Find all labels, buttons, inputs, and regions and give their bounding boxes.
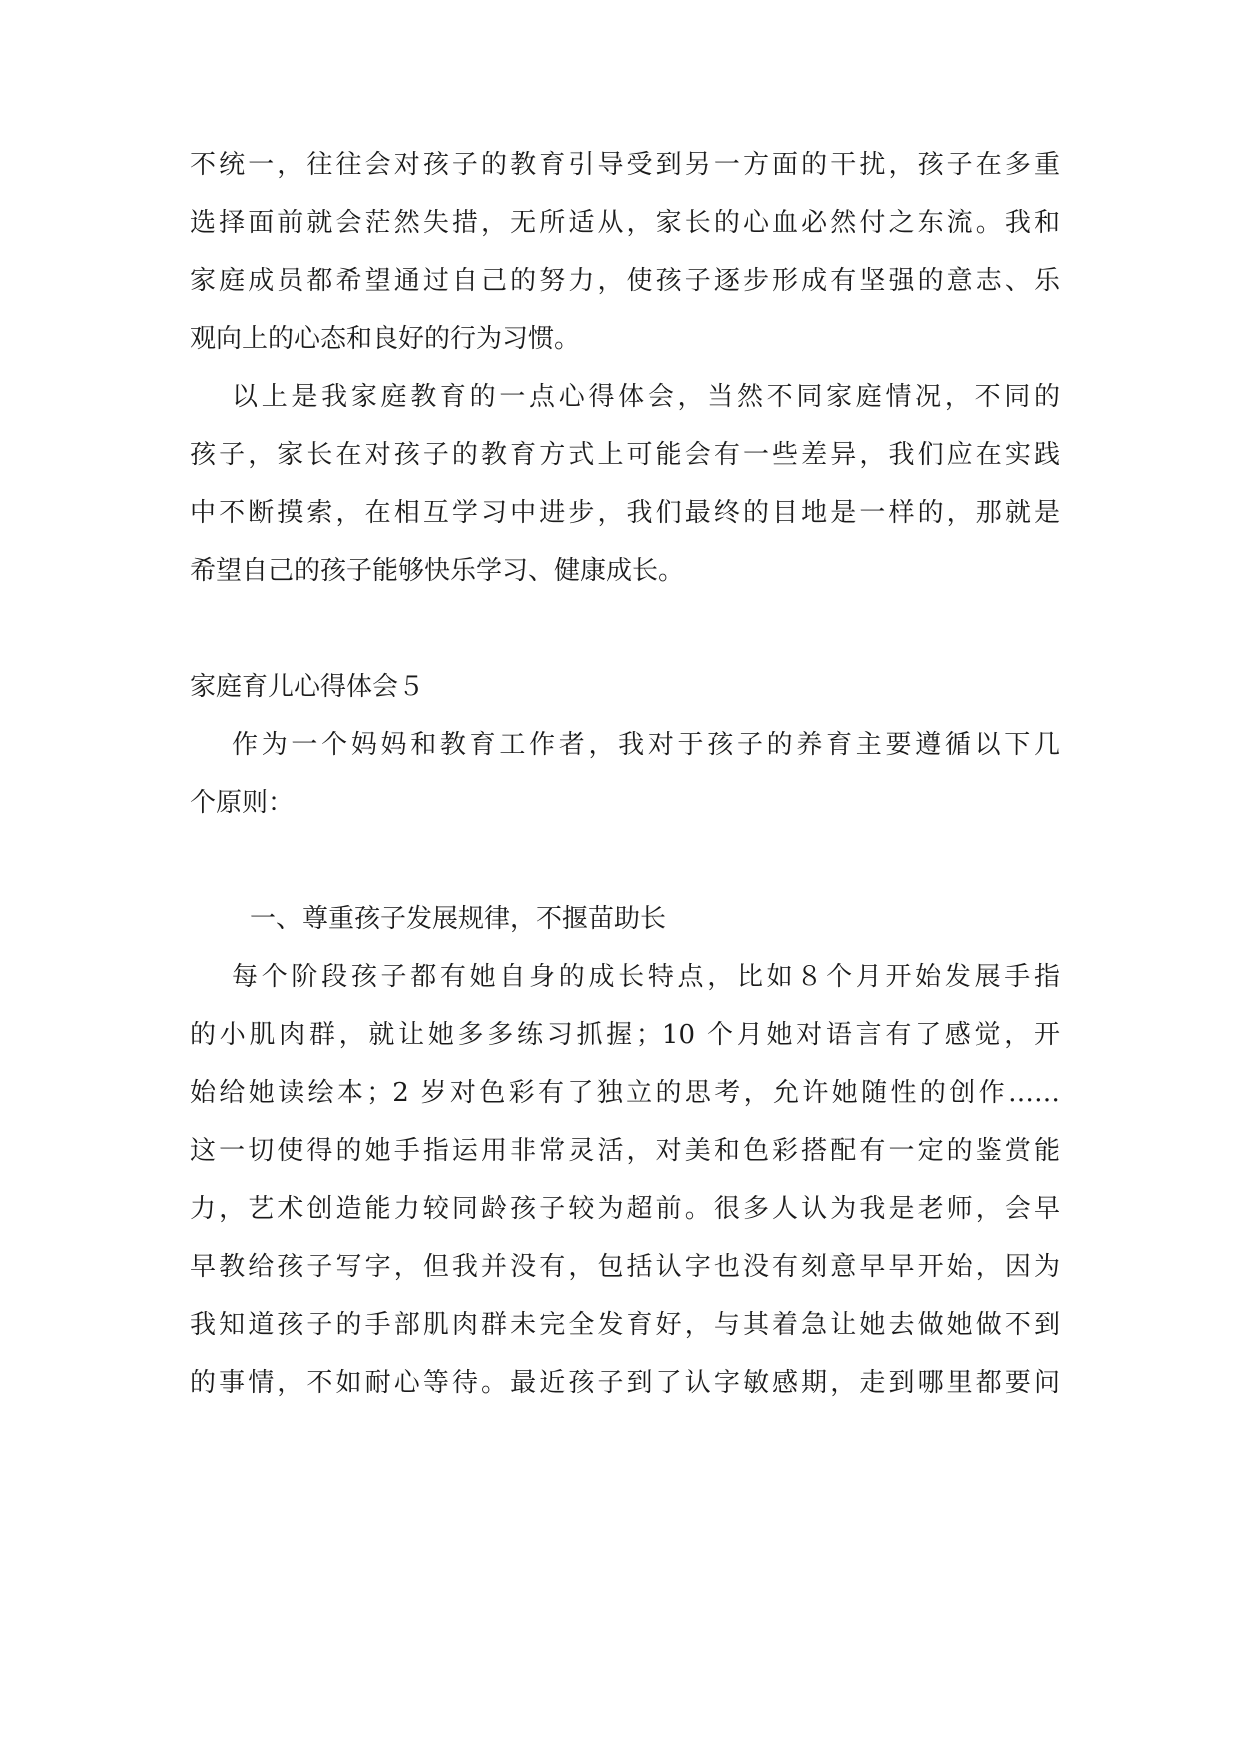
body-text-line: 以上是我家庭教育的一点心得体会，当然不同家庭情况，不同的 <box>232 382 1060 412</box>
body-text-line: 早教给孩子写字，但我并没有，包括认字也没有刻意早早开始，因为 <box>190 1252 1060 1282</box>
subsection-heading: 一、尊重孩子发展规律，不揠苗助长 <box>250 904 667 934</box>
body-text-line: 中不断摸索，在相互学习中进步，我们最终的目地是一样的，那就是 <box>190 498 1060 528</box>
body-text-line: 始给她读绘本；2 岁对色彩有了独立的思考，允许她随性的创作…… <box>190 1078 1060 1108</box>
body-text-line: 选择面前就会茫然失措，无所适从，家长的心血必然付之东流。我和 <box>190 208 1060 238</box>
body-text-line: 不统一，往往会对孩子的教育引导受到另一方面的干扰，孩子在多重 <box>190 150 1060 180</box>
body-text-line: 每个阶段孩子都有她自身的成长特点，比如８个月开始发展手指 <box>232 962 1060 992</box>
body-text-line: 孩子，家长在对孩子的教育方式上可能会有一些差异，我们应在实践 <box>190 440 1060 470</box>
body-text-line: 力，艺术创造能力较同龄孩子较为超前。很多人认为我是老师，会早 <box>190 1194 1060 1224</box>
body-text-line: 我知道孩子的手部肌肉群未完全发育好，与其着急让她去做她做不到 <box>190 1310 1060 1340</box>
body-text-line: 的小肌肉群，就让她多多练习抓握；10 个月她对语言有了感觉，开 <box>190 1020 1060 1050</box>
body-text-line: 作为一个妈妈和教育工作者，我对于孩子的养育主要遵循以下几 <box>232 730 1060 760</box>
body-text-line: 希望自己的孩子能够快乐学习、健康成长。 <box>190 556 685 586</box>
body-text-line: 家庭成员都希望通过自己的努力，使孩子逐步形成有坚强的意志、乐 <box>190 266 1060 296</box>
body-text-line: 个原则： <box>190 788 295 818</box>
body-text-line: 观向上的心态和良好的行为习惯。 <box>190 324 581 354</box>
section-title: 家庭育儿心得体会５ <box>190 672 425 702</box>
body-text-line: 这一切使得的她手指运用非常灵活，对美和色彩搭配有一定的鉴赏能 <box>190 1136 1060 1166</box>
body-text-line: 的事情，不如耐心等待。最近孩子到了认字敏感期，走到哪里都要问 <box>190 1368 1060 1398</box>
